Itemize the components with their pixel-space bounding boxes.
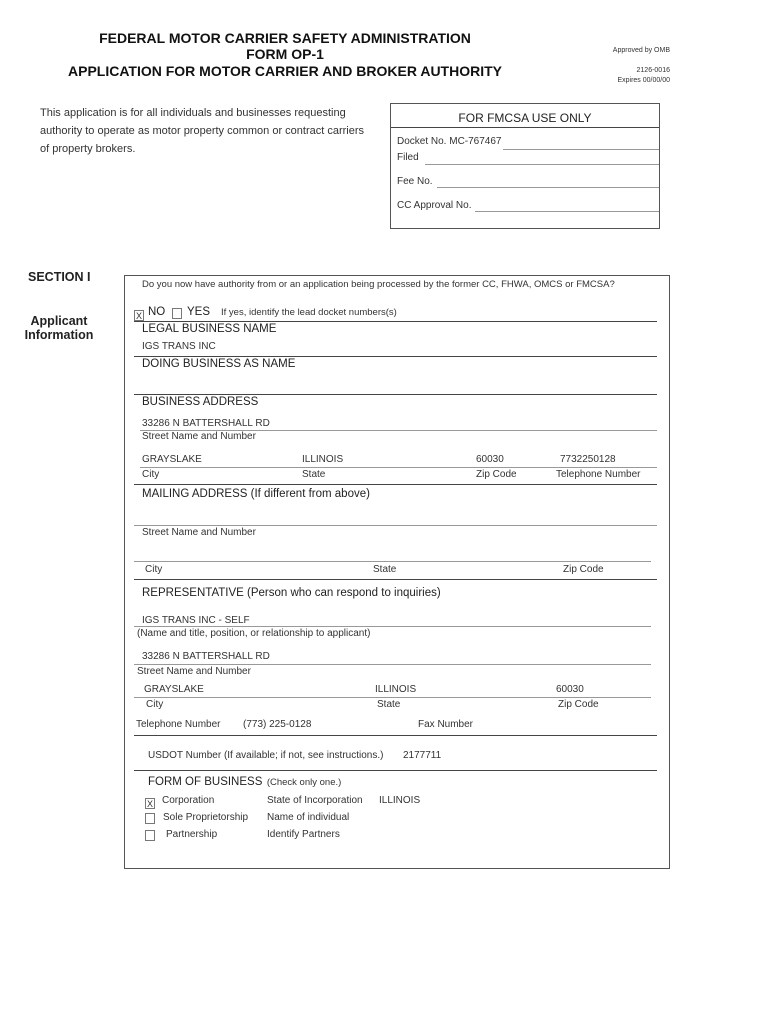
business-phone-label: Telephone Number [556,469,641,480]
representative-fax-label: Fax Number [418,719,474,730]
state-of-incorporation-label: State of Incorporation [267,795,363,806]
section-title: SECTION I [28,270,91,284]
omb-approval-text: Approved by OMB [612,47,670,54]
yes-hint: If yes, identify the lead docket numbers(s) [221,307,397,318]
partnership-checkbox[interactable] [145,828,155,846]
state-of-incorporation-value[interactable]: ILLINOIS [379,795,421,806]
representative-street-value[interactable]: 33286 N BATTERSHALL RD [142,651,270,662]
authority-question: Do you now have authority from or an application being processed by the former CC, FHWA, OMCS or FMCSA? [142,279,615,290]
business-street-label: Street Name and Number [142,431,256,442]
yes-label: YES [187,306,211,318]
representative-state-value[interactable]: ILLINOIS [375,684,417,695]
docket-number: Docket No. MC-767467 [397,136,502,147]
name-of-individual-label: Name of individual [267,812,350,823]
representative-phone-value[interactable]: (773) 225-0128 [243,719,312,730]
omb-number: 2126-0016 [636,67,670,74]
representative-name-label: (Name and title, position, or relationship to applicant) [137,628,371,639]
mailing-state-label: State [373,564,397,575]
fmcsa-box-title: FOR FMCSA USE ONLY [458,111,592,125]
fee-number-label: Fee No. [397,176,433,187]
partnership-label: Partnership [166,829,218,840]
section-subtitle-information: Information [24,328,94,342]
legal-business-name-label: LEGAL BUSINESS NAME [142,323,277,335]
representative-label: REPRESENTATIVE (Person who can respond to inquiries) [142,587,441,599]
representative-zip-label: Zip Code [558,699,599,710]
omb-expiry: Expires 00/00/00 [617,77,670,84]
usdot-number-label: USDOT Number (If available; if not, see instructions.) [148,750,384,761]
form-agency-title: FEDERAL MOTOR CARRIER SAFETY ADMINISTRATION [99,30,471,46]
usdot-number-value[interactable]: 2177711 [403,750,442,761]
representative-name-value[interactable]: IGS TRANS INC - SELF [142,615,250,626]
business-state-label: State [302,469,326,480]
no-checkbox[interactable]: X [135,311,142,321]
form-of-business-label: FORM OF BUSINESS [148,776,263,788]
no-label: NO [148,306,166,318]
form-application-title: APPLICATION FOR MOTOR CARRIER AND BROKER AUTHORITY [68,63,502,79]
corporation-checkbox[interactable]: X [146,799,153,809]
mailing-city-label: City [145,564,163,575]
business-zip-value[interactable]: 60030 [476,454,504,465]
representative-city-label: City [146,699,164,710]
business-zip-label: Zip Code [476,469,517,480]
business-state-value[interactable]: ILLINOIS [302,454,344,465]
representative-city-value[interactable]: GRAYSLAKE [144,684,204,695]
form-number-title: FORM OP-1 [246,46,324,62]
representative-state-label: State [377,699,401,710]
intro-paragraph: This application is for all individuals and businesses requesting authority to operate as motor property common or contract carriers of property brokers. [40,107,365,155]
fmcsa-use-only-box [390,103,660,229]
mailing-zip-label: Zip Code [563,564,604,575]
sole-proprietorship-checkbox[interactable] [145,811,155,829]
form-of-business-heading [148,772,341,790]
dba-name-label: DOING BUSINESS AS NAME [142,358,296,370]
mailing-address-label: MAILING ADDRESS (If different from above) [142,488,370,500]
representative-zip-value[interactable]: 60030 [556,684,584,695]
business-phone-value[interactable]: 7732250128 [560,454,616,465]
representative-phone-label: Telephone Number [136,719,221,730]
representative-street-label: Street Name and Number [137,666,251,677]
business-street-value[interactable]: 33286 N BATTERSHALL RD [142,418,270,429]
business-city-label: City [142,469,160,480]
cc-approval-label: CC Approval No. [397,200,472,211]
sole-proprietorship-label: Sole Proprietorship [163,812,249,823]
legal-business-name-value[interactable]: IGS TRANS INC [142,341,216,352]
identify-partners-label: Identify Partners [267,829,340,840]
mailing-street-label: Street Name and Number [142,527,256,538]
business-city-value[interactable]: GRAYSLAKE [142,454,202,465]
corporation-label: Corporation [162,795,215,806]
business-address-label: BUSINESS ADDRESS [142,396,259,408]
section-subtitle-applicant: Applicant [30,314,88,328]
filed-label: Filed [397,152,419,163]
form-of-business-hint: (Check only one.) [266,777,342,788]
